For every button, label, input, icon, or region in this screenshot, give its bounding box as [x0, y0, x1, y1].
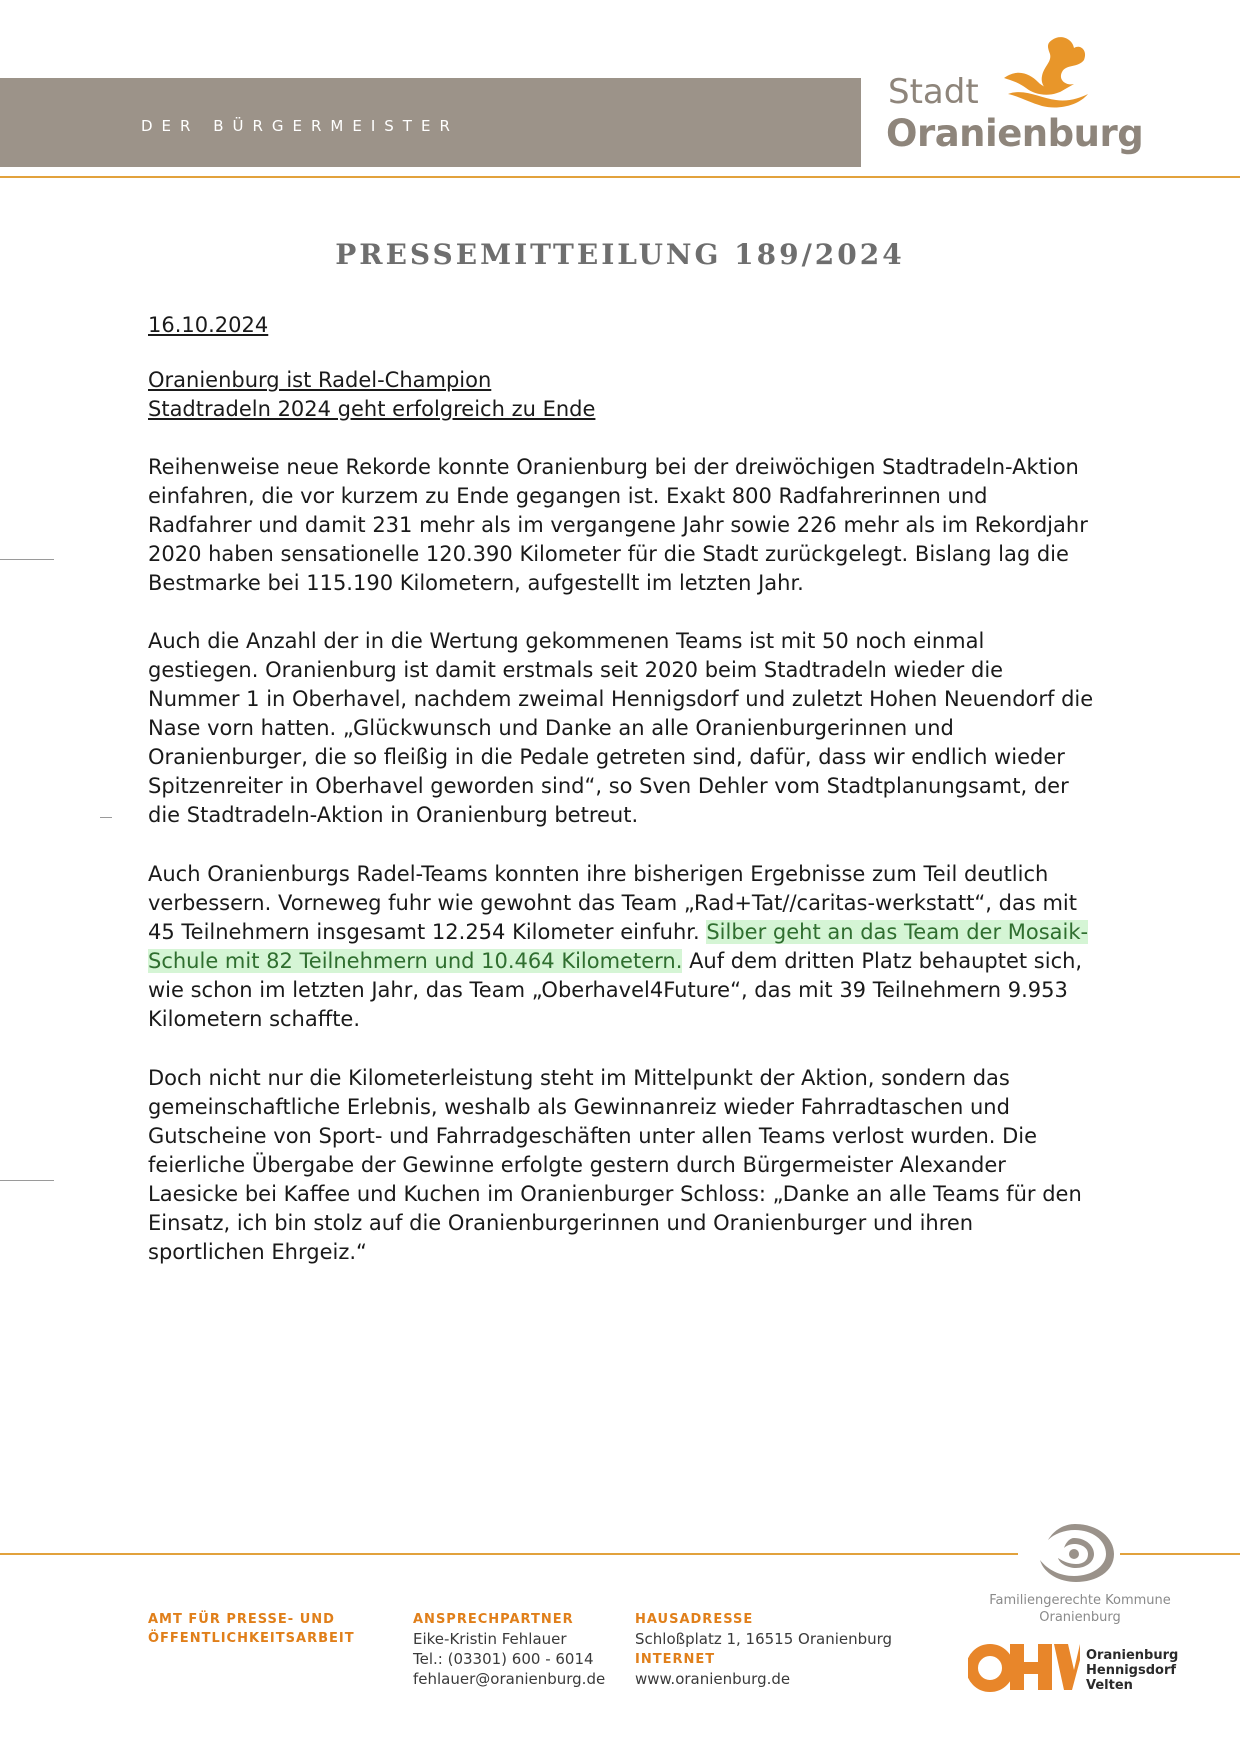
fold-mark: [0, 1180, 54, 1181]
footer-contact-phone: Tel.: (03301) 600 - 6014: [413, 1650, 594, 1668]
paragraph-2-line: Nase vorn hatten. „Glückwunsch und Danke an alle Oranienburgerinnen und: [148, 716, 954, 740]
ohv-line-3: Velten: [1086, 1678, 1133, 1693]
footer-address: Schloßplatz 1, 16515 Oranienburg: [635, 1630, 893, 1648]
footer-internet-heading: INTERNET: [635, 1652, 716, 1667]
paragraph-2-line: Spitzenreiter in Oberhavel geworden sind“, so Sven Dehler vom Stadtplanungsamt, der: [148, 774, 1069, 798]
headline-2: Stadtradeln 2024 geht erfolgreich zu Ende: [148, 397, 596, 421]
paragraph-1-line: einfahren, die vor kurzem zu Ende gegangen ist. Exakt 800 Radfahrerinnen und: [148, 484, 988, 508]
paragraph-1-line: Bestmarke bei 115.190 Kilometern, aufgestellt im letzten Jahr.: [148, 571, 804, 595]
headline-1: Oranienburg ist Radel-Champion: [148, 368, 492, 392]
ohv-logo-icon: [968, 1640, 1080, 1692]
paragraph-3-text: 45 Teilnehmern insgesamt 12.254 Kilometer einfuhr.: [148, 920, 707, 944]
header-rule: [0, 176, 1240, 178]
family-friendly-line-1: Familiengerechte Kommune: [989, 1593, 1171, 1608]
paragraph-2-line: Auch die Anzahl der in die Wertung gekommenen Teams ist mit 50 noch einmal: [148, 629, 985, 653]
paragraph-2-line: gestiegen. Oranienburg ist damit erstmals seit 2020 beim Stadtradeln wieder die: [148, 658, 1004, 682]
highlighted-text: Schule mit 82 Teilnehmern und 10.464 Kilometern.: [148, 949, 683, 973]
paragraph-3-line: wie schon im letzten Jahr, das Team „Oberhavel4Future“, das mit 39 Teilnehmern 9.953: [148, 978, 1068, 1002]
footer-contact-name: Eike-Kristin Fehlauer: [413, 1630, 567, 1648]
footer-contact-email[interactable]: fehlauer@oranienburg.de: [413, 1670, 606, 1688]
footer-rule-right: [1120, 1553, 1240, 1555]
paragraph-4-line: Einsatz, ich bin stolz auf die Oranienburgerinnen und Oranienburger und ihren: [148, 1211, 974, 1235]
family-friendly-line-2: Oranienburg: [1039, 1610, 1121, 1625]
ohv-line-2: Hennigsdorf: [1086, 1663, 1177, 1678]
document-title: PRESSEMITTEILUNG 189/2024: [335, 238, 905, 271]
ohv-line-1: Oranienburg: [1086, 1648, 1179, 1663]
footer-amt-line-1: AMT FÜR PRESSE- UND: [148, 1612, 335, 1627]
family-friendly-logo-icon: [1030, 1520, 1120, 1586]
paragraph-2-line: die Stadtradeln-Aktion in Oranienburg betreut.: [148, 803, 639, 827]
logo-stadt-text: Stadt: [888, 72, 979, 112]
logo-oranienburg-text: Oranienburg: [886, 112, 1144, 155]
paragraph-3-text: Auf dem dritten Platz behauptet sich,: [682, 949, 1083, 973]
paragraph-1-line: Radfahrer und damit 231 mehr als im vergangene Jahr sowie 226 mehr als im Rekordjahr: [148, 513, 1088, 537]
paragraph-2-line: Oranienburger, die so fleißig in die Pedale getreten sind, dafür, dass wir endlich wieder: [148, 745, 1065, 769]
paragraph-4-line: gemeinschaftliche Erlebnis, weshalb als Gewinnanreiz wieder Fahrradtaschen und: [148, 1095, 1010, 1119]
family-friendly-label: [960, 1592, 1200, 1626]
footer-contact-heading: ANSPRECHPARTNER: [413, 1612, 574, 1627]
paragraph-3-line: Auch Oranienburgs Radel-Teams konnten ihre bisherigen Ergebnisse zum Teil deutlich: [148, 862, 1049, 886]
paragraph-3-line: Kilometern schaffte.: [148, 1007, 361, 1031]
document-date: 16.10.2024: [148, 313, 269, 337]
footer-internet-link[interactable]: www.oranienburg.de: [635, 1670, 791, 1688]
fold-mark: [0, 559, 54, 560]
paragraph-4-line: sportlichen Ehrgeiz.“: [148, 1240, 367, 1264]
paragraph-2-line: Nummer 1 in Oberhavel, nachdem zweimal Hennigsdorf und zuletzt Hohen Neuendorf die: [148, 687, 1094, 711]
punch-mark: [100, 817, 112, 818]
footer-address-heading: HAUSADRESSE: [635, 1612, 754, 1627]
paragraph-4-line: Gutscheine von Sport- und Fahrradgeschäften unter allen Teams verlost wurden. Die: [148, 1124, 1038, 1148]
paragraph-1-line: Reihenweise neue Rekorde konnte Oranienburg bei der dreiwöchigen Stadtradeln-Aktion: [148, 455, 1079, 479]
footer-amt-line-2: ÖFFENTLICHKEITSARBEIT: [148, 1631, 355, 1646]
paragraph-4-line: feierliche Übergabe der Gewinne erfolgte gestern durch Bürgermeister Alexander: [148, 1153, 1006, 1177]
highlighted-text: Silber geht an das Team der Mosaik-: [706, 920, 1089, 944]
city-logo-icon: [1000, 34, 1090, 114]
paragraph-4-line: Doch nicht nur die Kilometerleistung steht im Mittelpunkt der Aktion, sondern das: [148, 1066, 1010, 1090]
paragraph-3-line: [148, 947, 1082, 976]
paragraph-3-line: verbessern. Vorneweg fuhr wie gewohnt das Team „Rad+Tat//caritas-werkstatt“, das mit: [148, 891, 1077, 915]
paragraph-1-line: 2020 haben sensationelle 120.390 Kilometer für die Stadt zurückgelegt. Bislang lag die: [148, 542, 1069, 566]
footer-rule: [0, 1553, 1018, 1555]
ohv-label: [1086, 1648, 1178, 1693]
header-label: DER BÜRGERMEISTER: [141, 117, 459, 135]
paragraph-3-line: [148, 918, 1088, 947]
paragraph-4-line: Laesicke bei Kaffee und Kuchen im Oranienburger Schloss: „Danke an alle Teams für den: [148, 1182, 1082, 1206]
